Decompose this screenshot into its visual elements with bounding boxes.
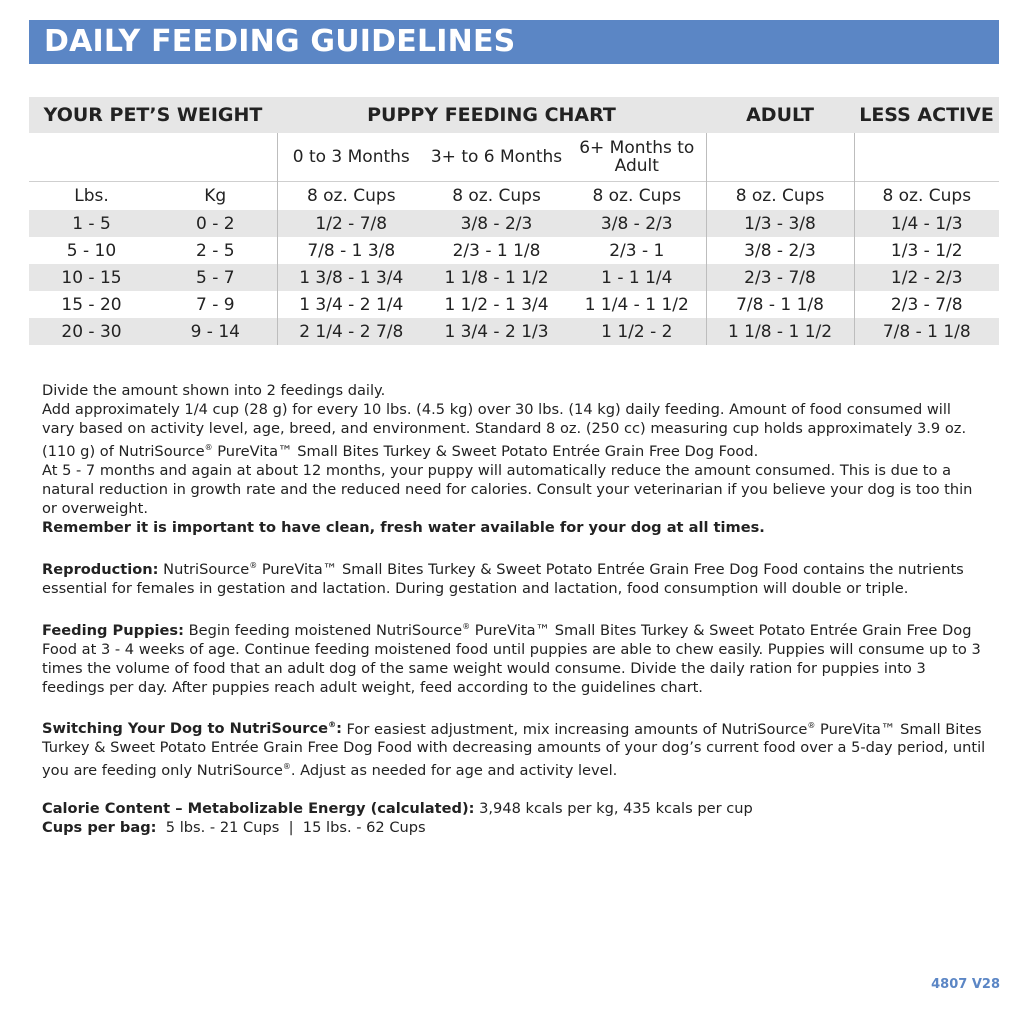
table-row: [29, 291, 999, 318]
unit-header: 8 oz. Cups: [568, 182, 706, 211]
table-cell: 1/2 - 7/8: [277, 210, 425, 237]
page-title: DAILY FEEDING GUIDELINES: [29, 20, 999, 64]
subheader-6-months-adult: 6+ Months to Adult: [579, 138, 695, 176]
table-cell: 5 - 7: [154, 264, 277, 291]
table-cell: 7 - 9: [195, 294, 235, 315]
table-cell: 1 1/2 - 1 3/4: [444, 294, 549, 315]
table-cell: 3/8 - 2/3: [706, 237, 854, 264]
table-cell: 2/3 - 7/8: [706, 264, 854, 291]
table-cell: 1 - 5: [29, 210, 154, 237]
subheader-3-6-months: 3+ to 6 Months: [430, 147, 563, 167]
table-cell: 1 1/8 - 1 1/2: [706, 318, 854, 345]
table-cell: 20 - 30: [29, 318, 154, 345]
table-cell: 0 - 2: [154, 210, 277, 237]
table-cell: 3/8 - 2/3: [568, 210, 706, 237]
unit-header: 8 oz. Cups: [854, 182, 999, 211]
table-cell: 15 - 20: [61, 294, 122, 315]
note-reduction: At 5 - 7 months and again at about 12 months, your puppy will automatically reduce the amount consumed. This is due to a natural reduction in growth rate and the reduced need for calories. Consult your veterinarian if you believe your dog is too thin or overweight.: [42, 461, 973, 517]
table-cell: 7/8 - 1 1/8: [706, 291, 854, 318]
cups-per-bag: Cups per bag: 5 lbs. - 21 Cups | 15 lbs. - 62 Cups: [42, 819, 426, 837]
table-cell: 1 1/2 - 2: [568, 318, 706, 345]
header-less-active: LESS ACTIVE: [854, 97, 999, 133]
unit-header: Kg: [154, 182, 277, 211]
unit-header: Lbs.: [29, 182, 154, 211]
table-cell: 1 1/8 - 1 1/2: [425, 264, 568, 291]
header-adult: ADULT: [706, 97, 854, 133]
table-cell: 2 1/4 - 2 7/8: [277, 318, 425, 345]
table-units-row: [29, 182, 999, 211]
header-puppy: PUPPY FEEDING CHART: [277, 97, 706, 133]
table-row: [29, 237, 999, 264]
table-cell: 10 - 15: [29, 264, 154, 291]
table-cell: 1/4 - 1/3: [854, 210, 999, 237]
note-water: Remember it is important to have clean, fresh water available for your dog at all times.: [42, 518, 765, 536]
table-subheader-row: [29, 133, 999, 182]
table-cell: 1 3/4 - 2 1/4: [277, 291, 425, 318]
feeding-notes: [42, 381, 987, 837]
table-row: [29, 210, 999, 237]
table-cell: 9 - 14: [154, 318, 277, 345]
table-cell: 7/8 - 1 3/8: [277, 237, 425, 264]
table-cell: 2/3 - 1 1/8: [452, 240, 541, 261]
unit-header: 8 oz. Cups: [425, 182, 568, 211]
table-cell: 1/3 - 1/2: [854, 237, 999, 264]
table-row: [29, 264, 999, 291]
table-cell: 1/3 - 3/8: [706, 210, 854, 237]
table-cell: 2/3 - 1: [609, 240, 665, 261]
table-cell: 2 - 5: [195, 240, 235, 261]
header-weight: YOUR PET’S WEIGHT: [29, 97, 277, 133]
table-cell: 3/8 - 2/3: [425, 210, 568, 237]
unit-header: 8 oz. Cups: [706, 182, 854, 211]
table-header-row: [29, 97, 999, 133]
note-divide: Divide the amount shown into 2 feedings daily.: [42, 382, 386, 399]
subheader-0-3-months: 0 to 3 Months: [277, 133, 425, 182]
feeding-table: [29, 97, 999, 345]
table-cell: 7/8 - 1 1/8: [854, 318, 999, 345]
table-cell: 1/2 - 2/3: [854, 264, 999, 291]
table-cell: 2/3 - 7/8: [854, 291, 999, 318]
unit-header: 8 oz. Cups: [277, 182, 425, 211]
note-add-cup: Add approximately 1/4 cup (28 g) for every 10 lbs. (4.5 kg) over 30 lbs. (14 kg) daily feeding. Amount of food consumed will vary based on activity level, age, breed, and environment. Standard 8 oz. (250 cc) measuring cup holds approximately 3.9 oz. (110 g) of NutriSource® PureVita™ Small Bites Turkey & Sweet Potato Entrée Grain Free Dog Food.: [42, 401, 967, 460]
reproduction-paragraph: Reproduction: NutriSource® PureVita™ Small Bites Turkey & Sweet Potato Entrée Grain Free Dog Food contains the nutrients essential for females in gestation and lactation. During gestation and lactation, food consumption will double or triple.: [42, 560, 964, 597]
table-cell: 1 1/4 - 1 1/2: [584, 294, 689, 315]
table-cell: 1 3/4 - 2 1/3: [425, 318, 568, 345]
table-cell: 1 - 1 1/4: [568, 264, 706, 291]
table-row: [29, 318, 999, 345]
switching-paragraph: Switching Your Dog to NutriSource®: For easiest adjustment, mix increasing amounts of NutriSource® PureVita™ Small Bites Turkey & Sweet Potato Entrée Grain Free Dog Food with decreasing amounts of your dog’s current food over a 5-day period, until you are feeding only NutriSource®. Adjust as needed for age and activity level.: [42, 720, 986, 780]
calorie-content: Calorie Content – Metabolizable Energy (calculated): 3,948 kcals per kg, 435 kcals per cup: [42, 800, 753, 818]
table-cell: 5 - 10: [66, 240, 117, 261]
table-cell: 1 3/8 - 1 3/4: [277, 264, 425, 291]
feeding-puppies-paragraph: Feeding Puppies: Begin feeding moistened NutriSource® PureVita™ Small Bites Turkey & Sweet Potato Entrée Grain Free Dog Food at 3 - 4 weeks of age. Continue feeding moistened food until puppies are able to chew easily. Puppies will consume up to 3 times the volume of food that an adult dog of the same weight would consume. Divide the daily ration for puppies into 3 feedings per day. After puppies reach adult weight, feed according to the guidelines chart.: [42, 621, 981, 696]
product-code: 4807 V28: [931, 977, 1000, 992]
